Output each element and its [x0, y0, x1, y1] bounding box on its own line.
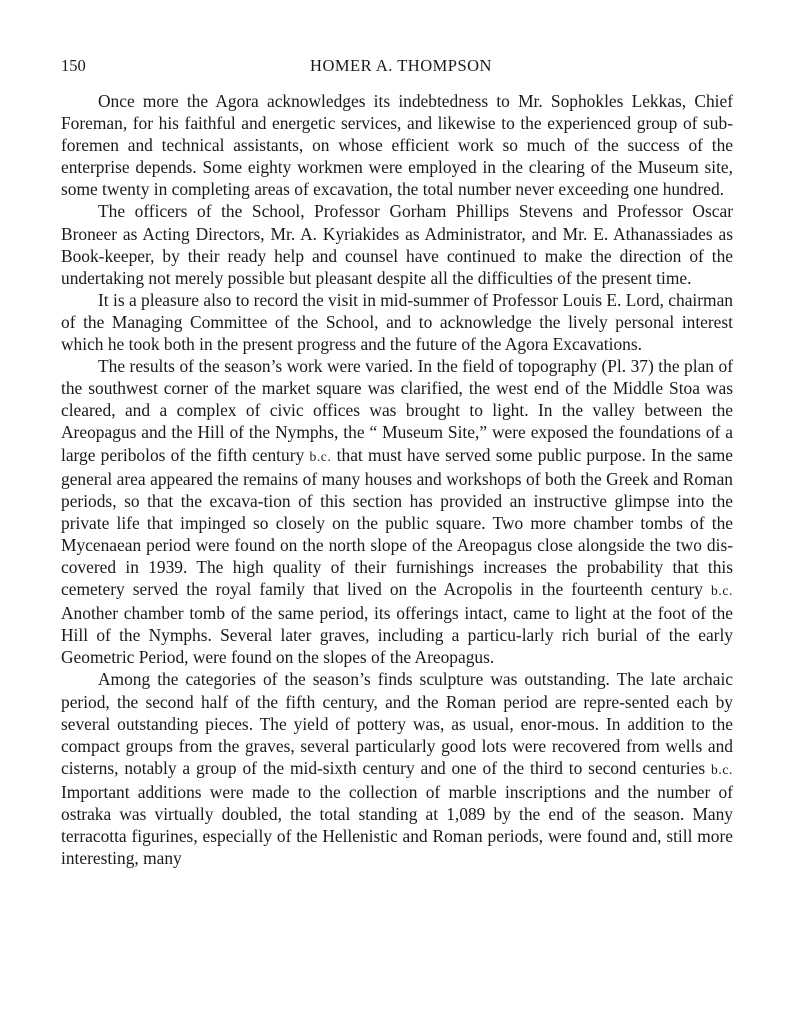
- page-number: 150: [61, 56, 86, 75]
- page-header: [61, 56, 733, 80]
- era-abbreviation: b.c.: [711, 583, 733, 599]
- paragraph-acknowledgment-staff: Once more the Agora acknowledges its indebtedness to Mr. Sophokles Lekkas, Chief Foreman, for his faithful and energetic services, and likewise to the experienced group of sub-foremen and technical assistants, on whose efficient work so much of the success of the enterprise depends. Some eighty workmen were employed in the clearing of the Museum site, some twenty in completing areas of excavation, the total number never exceeding one hundred.: [61, 91, 733, 200]
- text-segment: The results of the season’s work were varied. In the field of topography (Pl. 37) the plan of the southwest corner of the market square was clarified, the west end of the Middle Stoa was cleared, and a complex of civic offices was brought to light. In the valley between the Areopagus and the Hill of the Nymphs, the “ Museum Site,” were exposed the foundations of a large peribolos of the fifth century: [61, 356, 733, 465]
- paragraph-visit-record: It is a pleasure also to record the visit in mid-summer of Professor Louis E. Lord, chairman of the Managing Committee of the School, and to acknowledge the lively personal interest which he took both in the present progress and the future of the Agora Excavations.: [61, 289, 733, 355]
- body-text: [61, 90, 733, 869]
- text-segment: Another chamber tomb of the same period, its offerings intact, came to light at the foot of the Hill of the Nymphs. Several later graves, including a particu-larly rich burial of the early Geometric Period, were found on the slopes of the Areopagus.: [61, 603, 733, 668]
- document-page: [61, 56, 733, 869]
- paragraph-season-results: [61, 355, 733, 668]
- text-segment: Important additions were made to the collection of marble inscriptions and the number of ostraka was virtually doubled, the total standing at 1,089 by the end of the season. Many terracotta figurines, especially of the Hellenistic and Roman periods, were found and, still more interesting, many: [61, 781, 733, 869]
- era-abbreviation: b.c.: [309, 448, 332, 464]
- paragraph-season-finds: [61, 668, 733, 869]
- running-title: HOMER A. THOMPSON: [310, 56, 492, 75]
- paragraph-school-officers: The officers of the School, Professor Gorham Phillips Stevens and Professor Oscar Broneer as Acting Directors, Mr. A. Kyriakides as Administrator, and Mr. E. Athanassiades as Book-keeper, by their ready help and counsel have continued to make the direction of the undertaking not merely possible but pleasant despite all the difficulties of the present time.: [61, 201, 733, 288]
- text-segment: Among the categories of the season’s finds sculpture was outstanding. The late archaic period, the second half of the fifth century, and the Roman period are repre-sented each by several outstanding pieces. The yield of pottery was, as usual, enor-mous. In addition to the compact groups from the graves, several particularly good lots were recovered from wells and cisterns, notably a group of the mid-sixth century and one of the third to second centuries: [61, 669, 733, 778]
- text-segment: that must have served some public purpose. In the same general area appeared the remains of many houses and workshops of both the Greek and Roman periods, so that the excava-tion of this section has provided an instructive glimpse into the private life that impinged so closely on the public square. Two more chamber tombs of the Mycenaean period were found on the north slope of the Areopagus close alongside the two dis-covered in 1939. The high quality of their furnishings increases the probability that this cemetery served the royal family that lived on the Acropolis in the fourteenth century: [61, 444, 733, 600]
- era-abbreviation: b.c.: [711, 761, 733, 777]
